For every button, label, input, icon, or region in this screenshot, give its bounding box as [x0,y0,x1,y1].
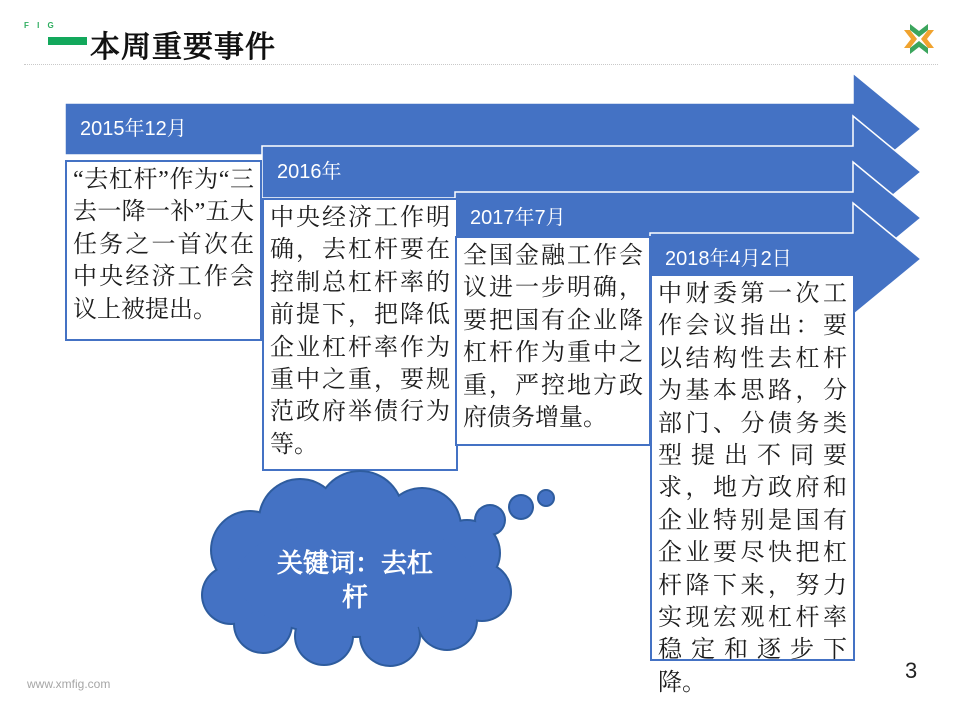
timeline-date-2016: 2016年 [277,161,342,183]
brand-label: F I G [24,21,57,30]
timeline-textbox-2018: 中财委第一次工作会议指出：要以结构性去杠杆为基本思路，分部门、分债务类型提出不同要求，地方政府和企业特别是国有企业要尽快把杠杆降下来，努力实现宏观杠杆率稳定和逐步下降。 [650,274,855,661]
page-title: 本周重要事件 [90,31,276,64]
footer-website: www.xmfig.com [27,677,111,691]
keyword-callout-text: 关键词：去杠杆 [276,549,433,612]
timeline-date-2015: 2015年12月 [80,118,187,140]
timeline-textbox-2016: 中央经济工作明确，去杠杆要在控制总杠杆率的前提下，把降低企业杠杆率作为重中之重，要规范政府举债行为等。 [262,198,458,471]
timeline-date-2017: 2017年7月 [470,207,566,229]
timeline-textbox-2017: 全国金融工作会议进一步明确，要把国有企业降杠杆作为重中之重，严控地方政府债务增量。 [455,236,651,446]
timeline-date-2018: 2018年4月2日 [665,248,792,270]
page-number: 3 [905,658,918,683]
timeline-textbox-2015: “去杠杆”作为“三去一降一补”五大任务之一首次在中央经济工作会议上被提出。 [65,160,262,341]
